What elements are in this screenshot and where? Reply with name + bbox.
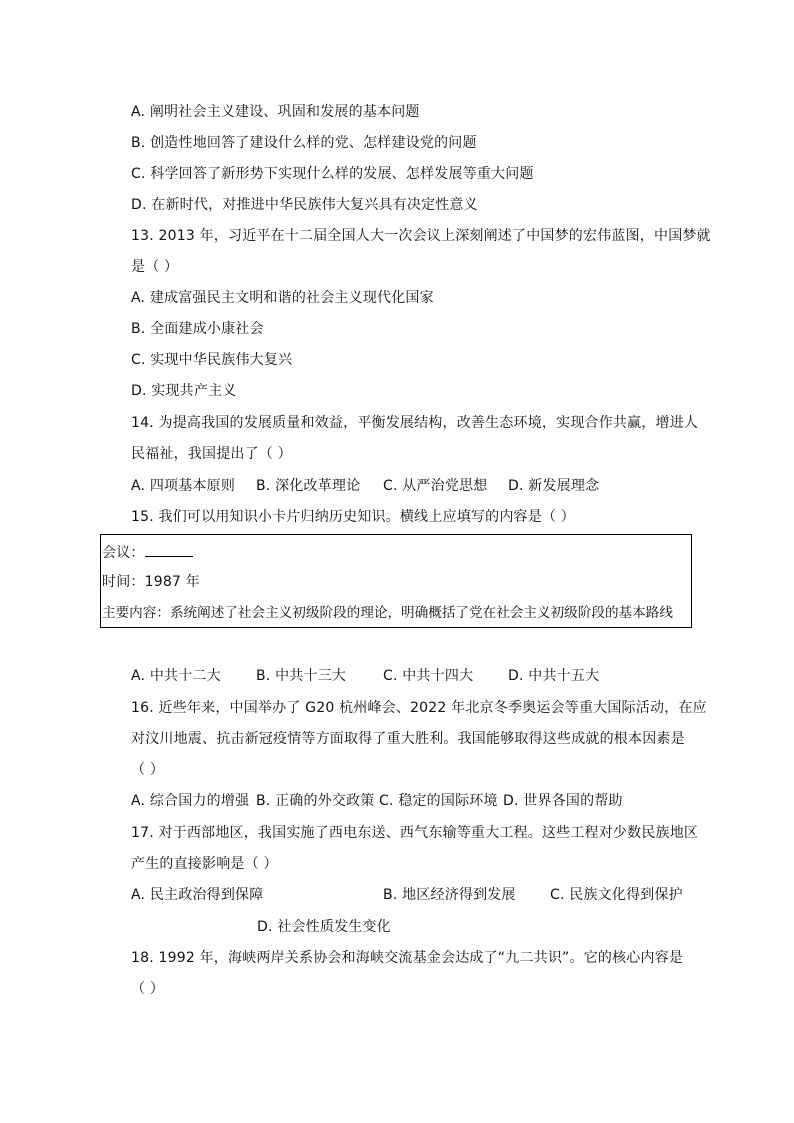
q15-option-a: A. 中共十二大 [131,668,221,684]
q14-stem-line2: 民福祉，我国提出了（ ） [131,446,292,462]
q17-option-c: C. 民族文化得到保护 [550,887,683,903]
q18-stem-line2: （ ） [131,981,165,997]
q17-stem-line1: 17. 对于西部地区，我国实施了西电东送、西气东输等重大工程。这些工程对少数民族地区 [131,825,699,841]
q13-option-d: D. 实现共产主义 [131,383,237,399]
knowledge-card [100,534,692,628]
q13-stem-line1: 13. 2013 年，习近平在十二届全国人大一次会议上深刻阐述了中国梦的宏伟蓝图，中国梦就 [131,228,711,244]
q17-option-a: A. 民主政治得到保障 [131,887,264,903]
card-time: 时间：1987 年 [102,574,200,590]
q12-option-d: D. 在新时代，对推进中华民族伟大复兴具有决定性意义 [131,197,478,213]
q12-option-a: A. 阐明社会主义建设、巩固和发展的基本问题 [131,104,420,120]
q15-option-b: B. 中共十三大 [256,668,347,684]
q16-stem-line2: 对汶川地震、抗击新冠疫情等方面取得了重大胜利。我国能够取得这些成就的根本因素是 [131,731,685,747]
card-meeting-blank [145,542,193,557]
q12-option-c: C. 科学回答了新形势下实现什么样的发展、怎样发展等重大问题 [131,166,534,182]
q16-option-d: D. 世界各国的帮助 [503,793,623,809]
q14-option-b: B. 深化改革理论 [256,478,361,494]
card-content: 主要内容：系统阐述了社会主义初级阶段的理论，明确概括了党在社会主义初级阶段的基本路线 [102,605,673,621]
q16-stem-line3: （ ） [131,762,165,778]
q17-stem-line2: 产生的直接影响是（ ） [131,856,278,872]
q15-option-d: D. 中共十五大 [508,668,600,684]
q15-stem: 15. 我们可以用知识小卡片归纳历史知识。横线上应填写的内容是（ ） [131,509,575,525]
q17-option-b: B. 地区经济得到发展 [383,887,516,903]
card-meeting-label: 会议： [102,545,145,561]
q17-option-d: D. 社会性质发生变化 [257,919,391,935]
q14-stem-line1: 14. 为提高我国的发展质量和效益，平衡发展结构，改善生态环境，实现合作共赢，增进人 [131,415,699,431]
q12-option-b: B. 创造性地回答了建设什么样的党、怎样建设党的问题 [131,135,477,151]
q14-option-d: D. 新发展理念 [508,478,600,494]
q13-stem-line2: 是（ ） [131,259,179,275]
q14-option-a: A. 四项基本原则 [131,478,236,494]
q18-stem-line1: 18. 1992 年，海峡两岸关系协会和海峡交流基金会达成了“九二共识”。它的核心内容是 [131,950,684,966]
q14-option-c: C. 从严治党思想 [383,478,488,494]
q13-option-a: A. 建成富强民主文明和谐的社会主义现代化国家 [131,290,434,306]
q16-option-c: C. 稳定的国际环境 [379,793,498,809]
q15-option-c: C. 中共十四大 [383,668,474,684]
card-meeting-row [102,542,193,563]
q16-option-b: B. 正确的外交政策 [256,793,375,809]
q16-option-a: A. 综合国力的增强 [131,793,250,809]
q13-option-b: B. 全面建成小康社会 [131,321,264,337]
q16-stem-line1: 16. 近些年来，中国举办了 G20 杭州峰会、2022 年北京冬季奥运会等重大国际活动，在应 [131,700,707,716]
q13-option-c: C. 实现中华民族伟大复兴 [131,352,293,368]
